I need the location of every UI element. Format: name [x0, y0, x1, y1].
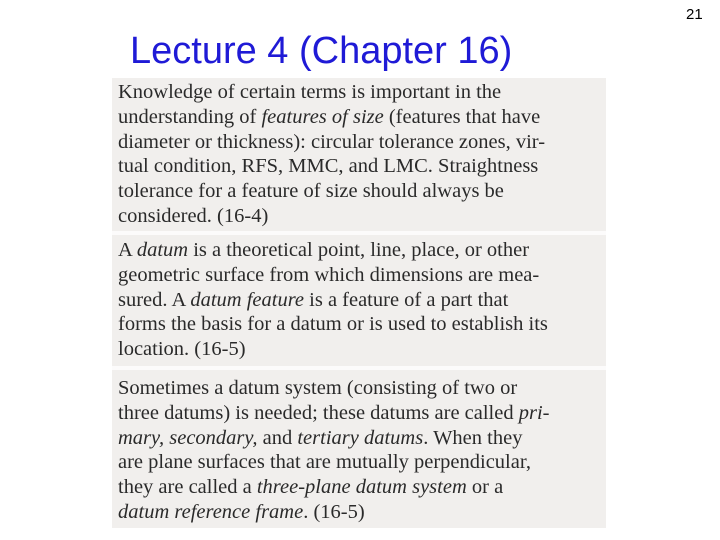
text-run: forms the basis for a datum or is used to establish its [118, 313, 548, 336]
text-run: location. (16-5) [118, 338, 246, 361]
paragraph-datum-definition [118, 238, 604, 362]
text-line [118, 312, 604, 337]
text-run: or a [466, 476, 504, 499]
text-line [118, 450, 604, 475]
text-run: . (16-5) [303, 500, 365, 523]
text-run: diameter or thickness): circular tolerance zones, vir- [118, 130, 546, 153]
text-line [118, 337, 604, 362]
text-run: three datums) is needed; these datums are called [118, 401, 519, 424]
text-run: tual condition, RFS, MMC, and LMC. Straightness [118, 155, 539, 178]
italic-term: datum [136, 239, 189, 261]
text-line [118, 426, 604, 451]
text-run: A [118, 239, 137, 261]
text-run: . When they [423, 426, 523, 449]
slide-title: Lecture 4 (Chapter 16) [130, 30, 513, 72]
italic-term: datum feature [190, 288, 305, 311]
text-line [118, 130, 604, 155]
text-line [118, 204, 604, 229]
text-line [118, 475, 604, 500]
text-run: Knowledge of certain terms is important in the [118, 81, 502, 103]
text-run: they are called a [118, 476, 257, 499]
text-line [118, 288, 604, 313]
text-line [118, 263, 604, 288]
text-run: understanding of [118, 105, 262, 128]
text-run: (features that have [383, 105, 541, 128]
italic-term: mary, secondary, [118, 426, 258, 449]
text-line [118, 179, 604, 204]
italic-term: three-plane datum system [256, 476, 467, 499]
text-run: is a theoretical point, line, place, or other [188, 239, 530, 261]
text-run: tolerance for a feature of size should always be [118, 180, 504, 203]
text-run: geometric surface from which dimensions are mea- [118, 263, 540, 286]
text-run: and [257, 426, 298, 449]
italic-term: features of size [261, 105, 384, 128]
paragraph-separator [112, 231, 606, 235]
italic-term: datum reference frame [118, 500, 304, 523]
text-run: is a feature of a part that [304, 288, 509, 311]
paragraph-datum-system [118, 376, 604, 525]
text-run: Sometimes a datum system (consisting of two or [118, 377, 518, 399]
paragraph-separator [112, 366, 606, 370]
text-line [118, 401, 604, 426]
text-line [118, 500, 604, 525]
text-run: considered. (16-4) [118, 204, 269, 227]
slide-number: 21 [686, 6, 703, 23]
text-line [118, 80, 604, 105]
text-run: sured. A [118, 288, 191, 311]
paragraph-features-of-size [118, 80, 604, 229]
text-line [118, 154, 604, 179]
italic-term: pri- [518, 401, 550, 424]
italic-term: tertiary datums [297, 426, 424, 449]
text-run: are plane surfaces that are mutually perpendicular, [118, 451, 531, 474]
text-line [118, 376, 604, 401]
text-line [118, 105, 604, 130]
text-line [118, 238, 604, 263]
